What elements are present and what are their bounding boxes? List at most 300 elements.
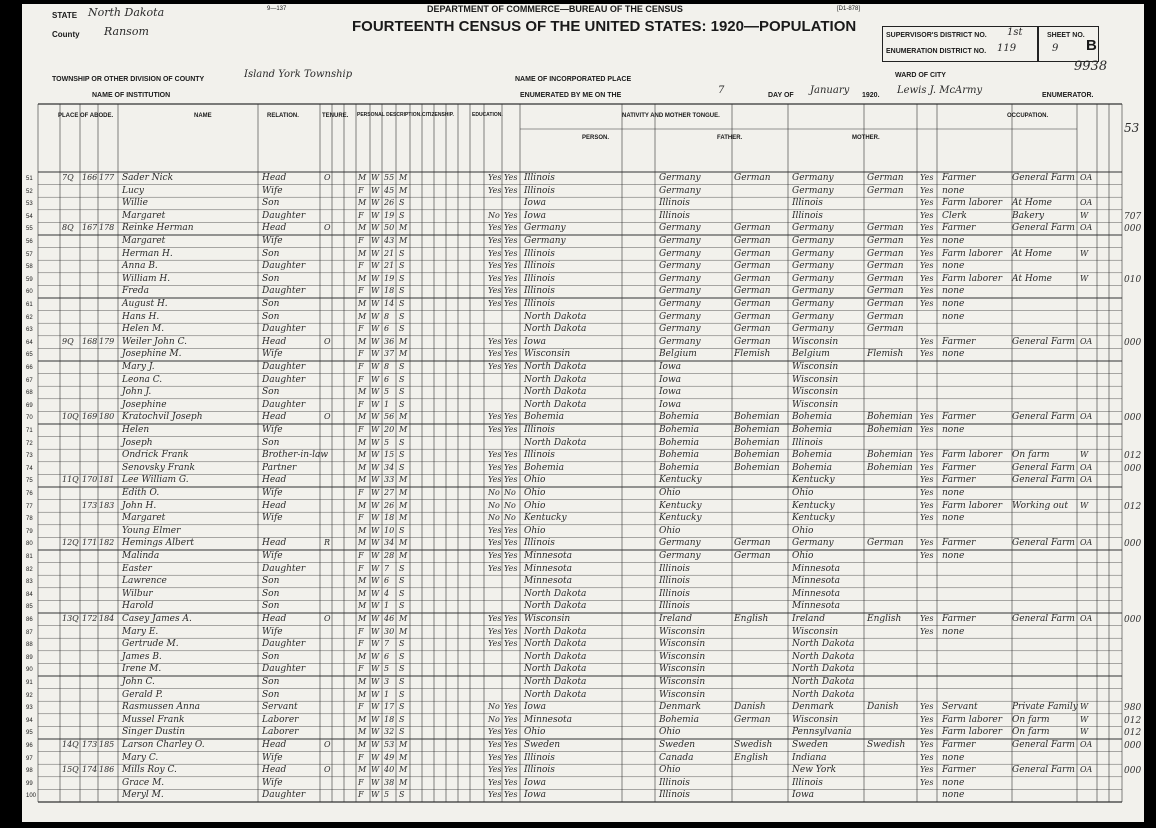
cell-ms: S: [399, 714, 405, 724]
cell-age: 56: [384, 412, 395, 422]
cell-occ: none: [942, 790, 965, 801]
cell-age: 7: [384, 639, 390, 649]
cell-eng: Yes: [920, 248, 934, 258]
cell-ms: M: [399, 777, 408, 787]
cell-mt: German: [867, 248, 904, 259]
cell-eng: Yes: [920, 236, 934, 245]
cell-name: Singer Dustin: [122, 727, 186, 738]
cell-mt: German: [867, 311, 904, 322]
cell-cls: OA: [1080, 412, 1093, 422]
cell-age: 5: [384, 790, 390, 800]
cell-mt: Danish: [867, 702, 899, 713]
cell-dw: 11Q: [62, 475, 79, 485]
cell-fam: 167: [82, 223, 98, 233]
cell-fb: Wisconsin: [659, 626, 706, 637]
cell-age: 40: [384, 765, 395, 775]
cell-mb: Germany: [792, 236, 834, 246]
cell-read: Yes: [488, 362, 502, 371]
cell-race: W: [371, 336, 380, 346]
cell-fb: Belgium: [659, 349, 697, 360]
cell-read: Yes: [488, 752, 502, 762]
cell-ms: M: [399, 626, 408, 636]
cell-age: 34: [384, 462, 395, 472]
cell-cls: OA: [1080, 173, 1093, 182]
cell-vis: 181: [99, 475, 115, 485]
cell-name: Josephine: [122, 399, 167, 410]
place-label: NAME OF INCORPORATED PLACE: [515, 76, 632, 83]
cell-write: Yes: [504, 299, 518, 308]
cell-ft: English: [734, 614, 769, 624]
cell-rel: Wife: [262, 752, 283, 763]
cell-own: R: [324, 538, 331, 548]
cell-ind: General Farm: [1012, 475, 1075, 486]
cell-ind: General Farm: [1012, 538, 1075, 549]
cell-write: Yes: [504, 740, 518, 749]
cell-race: W: [371, 563, 380, 573]
cell-own: O: [324, 614, 331, 623]
cell-read: Yes: [488, 412, 502, 422]
cell-read: Yes: [488, 261, 502, 271]
cell-age: 21: [384, 248, 395, 258]
cell-ft: Bohemian: [734, 412, 780, 423]
cell-read: Yes: [488, 777, 502, 787]
row-number: 97: [26, 755, 33, 762]
cell-rel: Son: [262, 198, 280, 209]
cell-fb: Ohio: [659, 765, 681, 776]
cell-rel: Servant: [262, 702, 298, 713]
cell-read: No: [488, 714, 500, 724]
cell-write: Yes: [504, 714, 518, 724]
cell-pb: Ohio: [524, 727, 546, 738]
cell-sex: F: [358, 349, 364, 359]
cell-ft: Swedish: [734, 740, 773, 750]
cell-eng: Yes: [920, 462, 934, 472]
cell-mb: Indiana: [792, 752, 827, 763]
cell-pb: Bohemia: [524, 462, 564, 473]
cell-read: No: [488, 513, 500, 523]
row-number: 87: [26, 629, 33, 636]
cell-sex: F: [358, 513, 364, 523]
cell-sex: M: [358, 689, 367, 699]
cell-write: Yes: [504, 362, 518, 371]
cell-pb: Illinois: [524, 538, 555, 549]
cell-race: W: [371, 462, 380, 472]
cell-ind: General Farm: [1012, 765, 1075, 776]
subgroup-person: PERSON.: [582, 135, 610, 141]
cell-ind: At Home: [1012, 248, 1052, 259]
cell-occ: Farmer: [942, 614, 976, 624]
cell-name: Mary C.: [122, 752, 159, 763]
cell-name: Leona C.: [122, 374, 163, 385]
cell-dw: 12Q: [62, 538, 79, 548]
cell-read: Yes: [488, 563, 502, 573]
cell-rel: Wife: [262, 349, 283, 360]
cell-fb: Sweden: [659, 740, 696, 750]
cell-eng: Yes: [920, 349, 934, 359]
row-number: 60: [26, 289, 33, 296]
cell-race: W: [371, 689, 380, 699]
cell-ft: German: [734, 236, 771, 246]
cell-mb: Wisconsin: [792, 362, 839, 372]
cell-mt: Bohemian: [867, 425, 913, 435]
cell-sex: M: [358, 538, 367, 548]
row-number: 51: [26, 176, 33, 182]
cell-sex: M: [358, 727, 367, 737]
cell-race: W: [371, 412, 380, 422]
cell-ms: S: [399, 677, 405, 686]
cell-name: Grace M.: [122, 777, 165, 788]
cell-name: Helen: [122, 425, 150, 435]
cell-fb: Bohemia: [659, 462, 699, 473]
cell-ms: M: [399, 765, 408, 775]
subgroup-father: FATHER.: [717, 135, 743, 141]
supervisor-label: SUPERVISOR'S DISTRICT NO.: [886, 32, 987, 39]
cell-ms: S: [399, 210, 405, 220]
cell-ft: Bohemian: [734, 437, 780, 448]
cell-ind: Private Family: [1012, 702, 1078, 713]
cell-name: Irene M.: [122, 664, 162, 675]
cell-sex: M: [358, 248, 367, 258]
cell-sex: M: [358, 740, 367, 749]
enumeration-district-label: ENUMERATION DISTRICT NO.: [886, 48, 987, 55]
cell-ms: M: [399, 475, 408, 485]
cell-eng: Yes: [920, 273, 934, 283]
cell-rel: Wife: [262, 185, 283, 196]
cell-vis: 182: [99, 538, 115, 548]
cell-write: Yes: [504, 412, 518, 422]
cell-mb: Ireland: [792, 614, 825, 624]
cell-sex: F: [358, 563, 364, 573]
col-group-occupation: OCCUPATION.: [1007, 113, 1049, 119]
cell-mb: New York: [792, 765, 837, 776]
cell-fb: Germany: [659, 286, 701, 297]
cell-race: W: [371, 425, 380, 434]
cell-race: W: [371, 740, 380, 749]
cell-eng: Yes: [920, 513, 934, 523]
row-number: 80: [26, 541, 33, 548]
cell-rel: Wife: [262, 236, 283, 246]
cell-pb: Ohio: [524, 500, 546, 511]
cell-fam: 171: [82, 538, 98, 548]
cell-own: O: [324, 412, 331, 422]
cell-ms: S: [399, 689, 405, 699]
cell-read: Yes: [488, 727, 502, 737]
cell-occ: Farm laborer: [942, 714, 1003, 725]
cell-write: Yes: [504, 765, 518, 775]
cell-age: 28: [384, 551, 395, 560]
cell-read: Yes: [488, 790, 502, 800]
cell-mb: North Dakota: [792, 651, 855, 662]
cell-mb: Germany: [792, 248, 834, 259]
margin-code: 012: [1124, 451, 1142, 462]
cell-ms: S: [399, 399, 405, 409]
cell-fb: Ohio: [659, 525, 681, 536]
cell-own: O: [324, 223, 331, 233]
cell-pb: North Dakota: [524, 387, 587, 398]
cell-name: Rasmussen Anna: [122, 702, 200, 713]
cell-sex: M: [358, 450, 367, 460]
cell-occ: Farmer: [942, 462, 976, 473]
cell-mb: Bohemia: [792, 412, 832, 423]
cell-sex: F: [358, 324, 364, 334]
cell-age: 15: [384, 450, 395, 460]
cell-read: No: [488, 500, 500, 510]
cell-eng: Yes: [920, 727, 934, 737]
cell-name: Meryl M.: [122, 790, 164, 801]
cell-race: W: [371, 362, 380, 371]
cell-fb: Germany: [659, 299, 701, 309]
cell-cls: OA: [1080, 223, 1093, 233]
cell-ms: S: [399, 525, 405, 535]
cell-sex: M: [358, 500, 367, 510]
cell-ms: S: [399, 387, 405, 397]
cell-eng: Yes: [920, 714, 934, 724]
cell-pb: North Dakota: [524, 689, 587, 700]
cell-sex: F: [358, 210, 364, 220]
cell-race: W: [371, 198, 380, 208]
cell-ft: German: [734, 273, 771, 284]
cell-write: Yes: [504, 752, 518, 762]
cell-ms: M: [399, 336, 408, 346]
cell-rel: Daughter: [262, 664, 306, 675]
cell-eng: Yes: [920, 500, 934, 510]
cell-eng: Yes: [920, 702, 934, 712]
cell-race: W: [371, 173, 380, 182]
cell-write: Yes: [504, 551, 518, 560]
cell-sex: M: [358, 299, 367, 308]
cell-rel: Daughter: [262, 563, 306, 574]
county-label: County: [52, 30, 80, 39]
cell-read: Yes: [488, 525, 502, 535]
cell-mb: Germany: [792, 538, 834, 549]
cell-mb: Germany: [792, 223, 834, 234]
cell-write: Yes: [504, 223, 518, 233]
cell-race: W: [371, 538, 380, 548]
cell-ms: S: [399, 639, 405, 649]
cell-fb: Kentucky: [659, 500, 702, 511]
cell-age: 6: [384, 651, 390, 661]
cell-write: Yes: [504, 273, 518, 283]
cell-mb: Illinois: [792, 437, 823, 448]
cell-pb: North Dakota: [524, 677, 587, 687]
row-number: 65: [26, 352, 33, 359]
cell-sex: M: [358, 614, 367, 623]
cell-name: William H.: [122, 273, 171, 284]
cell-ms: M: [399, 614, 408, 623]
cell-name: Kratochvil Joseph: [122, 412, 203, 423]
row-number: 83: [26, 579, 33, 586]
cell-mb: North Dakota: [792, 689, 855, 700]
cell-rel: Son: [262, 576, 280, 587]
cell-race: W: [371, 677, 380, 686]
cell-pb: North Dakota: [524, 601, 587, 612]
row-number: 53: [26, 201, 33, 208]
cell-ms: M: [399, 223, 408, 233]
cell-ms: S: [399, 450, 405, 460]
cell-fb: Kentucky: [659, 475, 702, 486]
row-number: 68: [26, 390, 33, 397]
row-number: 81: [26, 554, 33, 560]
cell-pb: Sweden: [524, 740, 561, 750]
cell-mb: Sweden: [792, 740, 829, 750]
cell-read: Yes: [488, 551, 502, 560]
cell-pb: North Dakota: [524, 664, 587, 675]
row-number: 99: [26, 780, 33, 787]
cell-rel: Son: [262, 601, 280, 612]
cell-occ: none: [942, 311, 965, 322]
cell-mt: Bohemian: [867, 450, 913, 461]
row-number: 55: [26, 226, 33, 233]
margin-code: 000: [1124, 615, 1142, 625]
census-title: FOURTEENTH CENSUS OF THE UNITED STATES: 1920—POPULATION: [352, 18, 857, 35]
cell-mb: Wisconsin: [792, 387, 839, 398]
state-value: North Dakota: [88, 6, 165, 19]
cell-read: Yes: [488, 626, 502, 636]
cell-ind: On farm: [1012, 450, 1050, 461]
row-number: 79: [26, 528, 33, 535]
cell-fb: Bohemia: [659, 437, 699, 448]
cell-name: Helen M.: [122, 324, 165, 335]
cell-race: W: [371, 626, 380, 636]
cell-pb: North Dakota: [524, 437, 587, 448]
cell-write: Yes: [504, 777, 518, 787]
cell-race: W: [371, 752, 380, 762]
cell-age: 1: [384, 399, 390, 409]
cell-mb: Denmark: [792, 702, 834, 713]
cell-cls: W: [1080, 450, 1089, 460]
cell-age: 8: [384, 311, 390, 321]
row-number: 84: [26, 591, 33, 598]
cell-mb: Kentucky: [792, 500, 835, 511]
cell-race: W: [371, 374, 380, 384]
cell-pb: Illinois: [524, 765, 555, 776]
cell-write: Yes: [504, 639, 518, 649]
cell-fam: 166: [82, 173, 98, 182]
cell-pb: Iowa: [524, 336, 547, 347]
cell-name: John J.: [122, 387, 152, 398]
row-number: 58: [26, 264, 33, 271]
cell-dw: 9Q: [62, 336, 74, 346]
cell-ind: Bakery: [1012, 210, 1045, 221]
cell-read: Yes: [488, 299, 502, 308]
cell-ind: At Home: [1012, 273, 1052, 284]
margin-code: 000: [1124, 463, 1142, 474]
cell-mb: Minnesota: [792, 576, 841, 587]
cell-rel: Son: [262, 387, 280, 398]
cell-name: Senovsky Frank: [122, 462, 195, 473]
cell-race: W: [371, 765, 380, 775]
row-number: 77: [26, 503, 33, 510]
cell-occ: none: [942, 349, 965, 360]
cell-mt: Bohemian: [867, 412, 913, 423]
cell-read: Yes: [488, 185, 502, 195]
cell-fb: Iowa: [659, 387, 682, 398]
cell-mb: North Dakota: [792, 639, 855, 650]
cell-sex: M: [358, 336, 367, 346]
cell-pb: Illinois: [524, 173, 555, 183]
cell-sex: M: [358, 576, 367, 586]
enumerator-label: ENUMERATOR.: [1042, 92, 1094, 99]
cell-age: 8: [384, 362, 390, 371]
cell-ms: S: [399, 563, 405, 573]
cell-rel: Head: [262, 412, 287, 423]
cell-eng: Yes: [920, 299, 934, 308]
cell-ft: Bohemian: [734, 450, 780, 461]
cell-race: W: [371, 500, 380, 510]
row-number: 85: [26, 604, 33, 611]
cell-ms: S: [399, 374, 405, 384]
cell-occ: none: [942, 752, 965, 763]
township-value: Island York Township: [244, 69, 353, 80]
cell-eng: Yes: [920, 286, 934, 296]
cell-ft: German: [734, 714, 771, 725]
cell-write: No: [504, 488, 516, 497]
row-number: 89: [26, 654, 33, 661]
cell-sex: M: [358, 601, 367, 611]
cell-mb: Wisconsin: [792, 336, 839, 347]
enumerator-name: Lewis J. McArmy: [897, 85, 983, 96]
cell-sex: F: [358, 551, 364, 560]
cell-pb: Minnesota: [524, 551, 573, 561]
cell-mb: North Dakota: [792, 677, 855, 687]
cell-age: 19: [384, 210, 395, 220]
row-number: 56: [26, 239, 33, 245]
cell-fb: Illinois: [659, 563, 690, 574]
cell-mt: German: [867, 324, 904, 335]
cell-age: 34: [384, 538, 395, 548]
cell-occ: Farm laborer: [942, 450, 1003, 461]
cell-ms: M: [399, 488, 408, 497]
cell-mb: Germany: [792, 173, 834, 183]
cell-sex: M: [358, 651, 367, 661]
cell-ms: M: [399, 752, 408, 762]
row-number: 52: [26, 188, 33, 195]
cell-ft: German: [734, 311, 771, 322]
cell-rel: Son: [262, 677, 280, 687]
cell-cls: W: [1080, 210, 1089, 220]
cell-ms: S: [399, 790, 405, 800]
cell-rel: Head: [262, 475, 287, 486]
row-number: 69: [26, 402, 33, 409]
row-number: 95: [26, 730, 33, 737]
cell-ft: German: [734, 286, 771, 297]
cell-pb: North Dakota: [524, 362, 587, 372]
cell-rel: Wife: [262, 513, 283, 524]
cell-fb: Illinois: [659, 790, 690, 801]
cell-ms: S: [399, 248, 405, 258]
state-label: STATE: [52, 11, 78, 20]
cell-name: Young Elmer: [122, 525, 181, 536]
cell-ms: M: [399, 740, 408, 749]
cell-sex: F: [358, 236, 364, 245]
cell-sex: F: [358, 425, 364, 434]
cell-cls: W: [1080, 714, 1089, 724]
cell-name: Freda: [122, 286, 149, 297]
cell-pb: North Dakota: [524, 399, 587, 410]
cell-eng: Yes: [920, 450, 934, 460]
margin-code: 000: [1124, 741, 1142, 751]
cell-name: Malinda: [122, 551, 160, 561]
row-number: 96: [26, 743, 33, 749]
cell-age: 36: [384, 336, 395, 346]
cell-occ: none: [942, 425, 965, 435]
cell-occ: Farmer: [942, 412, 976, 423]
cell-ms: S: [399, 273, 405, 283]
cell-rel: Son: [262, 248, 280, 259]
cell-name: Casey James A.: [122, 614, 192, 624]
cell-name: Harold: [122, 601, 154, 612]
cell-race: W: [371, 475, 380, 485]
